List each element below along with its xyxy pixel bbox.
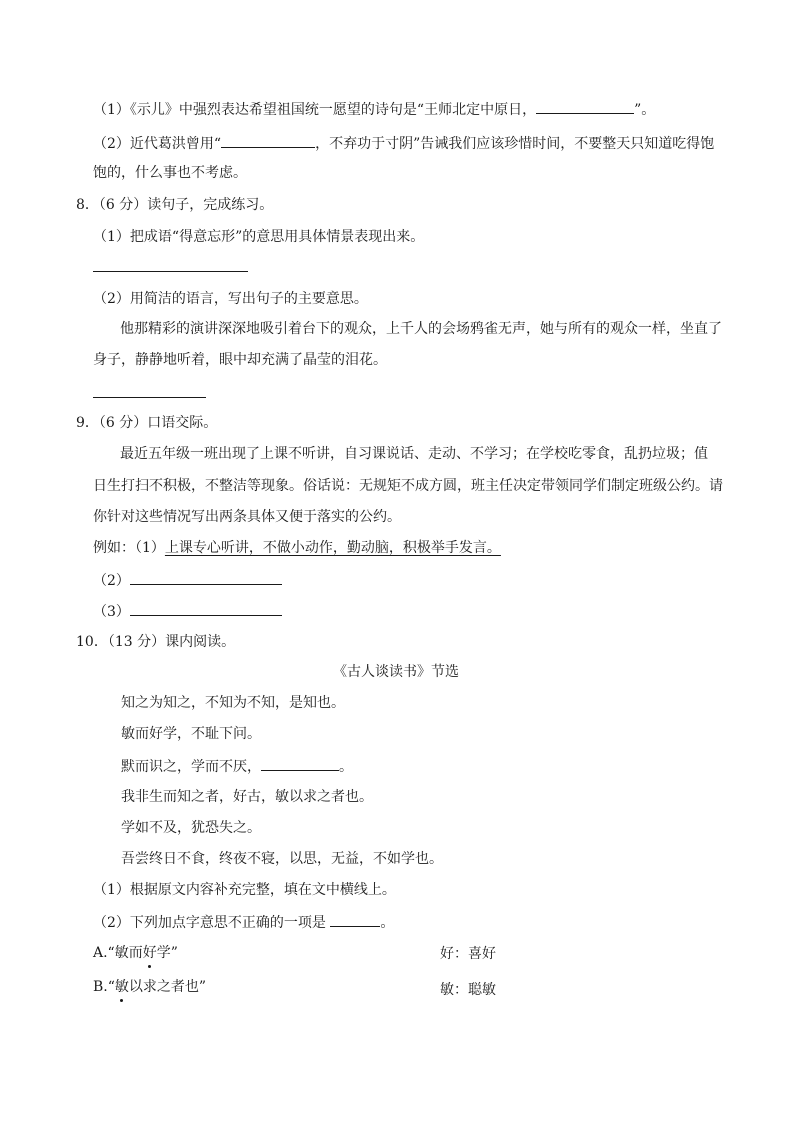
q10-heading: 10．（13 分）课内阅读。 [76,634,236,650]
q8-heading: 8．（6 分）读句子，完成练习。 [76,197,274,213]
q9-example [93,538,501,558]
option-a-pre: A.“敏而 [93,945,143,961]
q10-line6: 吾尝终日不食，终夜不寝，以思，无益，不如学也。 [121,851,443,867]
q10-option-a[interactable] [93,943,178,963]
q9-item3-blank[interactable] [130,601,282,616]
q9-item3-label: （3） [93,604,130,620]
q10-line5: 学如不及，犹恐失之。 [121,820,261,836]
q10-line3 [121,756,353,777]
q10-line4: 我非生而知之者，好古，敏以求之者也。 [121,789,373,805]
q8-passage-line2: 身子，静静地听着，眼中却充满了晶莹的泪花。 [93,352,387,368]
q8-passage-line1: 他那精彩的演讲深深地吸引着台下的观众，上千人的会场鸦雀无声，她与所有的观众一样，坐直了 [120,321,722,337]
q8-sub1-answer-line[interactable] [93,271,248,272]
option-b-post: 以求之者也” [128,979,207,995]
q7-sub1 [93,99,655,120]
q9-item2-label: （2） [93,573,130,589]
q10-sub2 [93,912,394,933]
q9-para-line1: 最近五年级一班出现了上课不听讲，自习课说话、走动、不学习；在学校吃零食，乱扔垃圾；值 [120,446,708,462]
q10-passage-title: 《古人谈读书》节选 [333,664,459,680]
q9-example-text: 上课专心听讲，不做小动作，勤动脑，积极举手发言。 [164,540,501,556]
q7-sub2 [93,133,714,154]
q9-item2 [93,570,282,591]
q8-sub2: （2）用简洁的语言，写出句子的主要意思。 [93,291,368,307]
q9-item3 [93,601,282,622]
q7-sub1-prefix: （1）《示儿》中强烈表达希望祖国统一愿望的诗句是“王师北定中原日， [93,102,537,118]
q7-sub2-continuation: 饱的，什么事也不考虑。 [93,165,247,181]
q7-sub1-suffix: ”。 [634,102,656,118]
q8-sub1: （1）把成语“得意忘形”的意思用具体情景表现出来。 [93,229,425,245]
q10-sub2-suffix: 。 [380,915,395,931]
q10-option-b-meaning: 敏：聪敏 [440,982,496,998]
q10-line2: 敏而好学，不耻下问。 [121,726,261,742]
q10-line3-suffix: 。 [339,759,353,775]
q7-sub2-prefix: （2）近代葛洪曾用“ [93,136,222,152]
q9-example-prefix: 例如：（1） [93,540,165,556]
option-b-dotted-char: 敏 [114,979,129,995]
q10-sub1: （1）根据原文内容补充完整，填在文中横线上。 [93,882,396,898]
q10-line3-prefix: 默而识之，学而不厌， [121,759,261,775]
q9-para-line3: 你针对这些情况写出两条具体又便于落实的公约。 [93,509,401,525]
q8-sub2-answer-line[interactable] [93,397,206,398]
option-b-pre: B.“ [93,979,115,995]
q9-heading: 9．（6 分）口语交际。 [76,415,218,431]
option-a-dotted-char: 好 [142,945,157,961]
q10-line1: 知之为知之，不知为不知，是知也。 [121,695,345,711]
q9-item2-blank[interactable] [130,570,282,585]
q9-para-line2: 日生打扫不积极，不整洁等现象。俗话说：无规矩不成方圆，班主任决定带领同学们制定班级公约。请 [93,478,723,494]
q10-line3-blank[interactable] [261,756,339,771]
q10-sub2-blank[interactable] [330,912,380,927]
q7-sub2-suffix: ，不弃功于寸阴”告诫我们应该珍惜时间，不要整天只知道吃得饱 [315,136,715,152]
q10-option-a-meaning: 好：喜好 [440,946,496,962]
q7-sub1-blank[interactable] [536,99,634,114]
q10-sub2-prefix: （2）下列加点字意思不正确的一项是 [93,915,331,931]
q10-option-b[interactable] [93,977,206,997]
q7-sub2-blank[interactable] [221,133,315,148]
option-a-post: 学” [156,945,178,961]
